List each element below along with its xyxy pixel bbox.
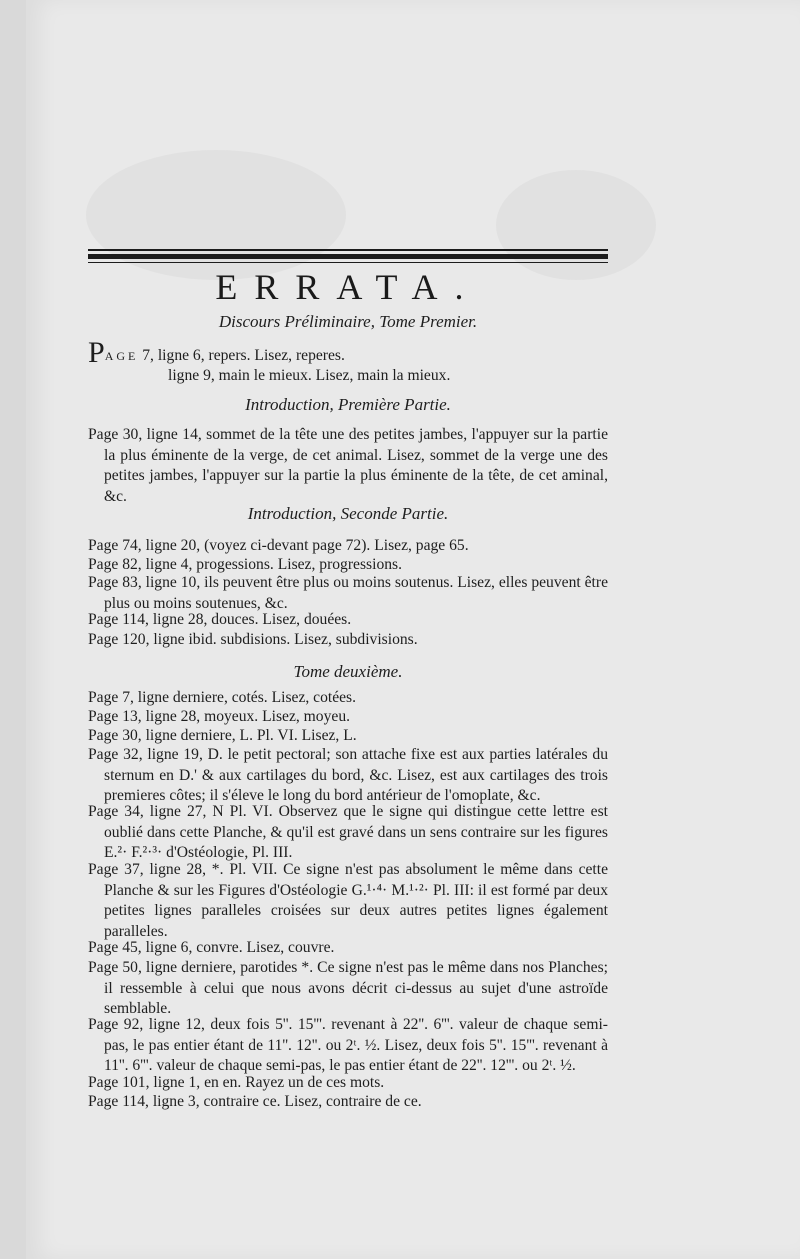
errata-entry: Page 30, ligne 14, sommet de la tête une des petites jambes, l'appuyer sur la partie la plus éminente de la verge, de cet animal. Lisez, sommet de la verge une des petites jambes, l'appuyer sur la partie la plus éminente de la tête, de cet aminal, &c. [88, 426, 608, 505]
page-stain [86, 150, 346, 280]
section-heading-intro-1: Introduction, Première Partie. [245, 395, 451, 414]
header-rule-thick [88, 254, 608, 259]
entry-text: 7, ligne 6, repers. Lisez, reperes. [138, 347, 345, 364]
errata-entry: Page 82, ligne 4, progessions. Lisez, progressions. [88, 556, 402, 573]
errata-entry: Page 34, ligne 27, N Pl. VI. Observez que le signe qui distingue cette lettre est oublié dans cette Planche, & qu'il est gravé dans un sens contraire sur les figures E.²· F.²·³· d'Ostéologie, Pl. III. [88, 803, 608, 862]
header-rule-top [88, 249, 608, 251]
errata-entry: ligne 9, main le mieux. Lisez, main la mieux. [168, 367, 451, 384]
errata-entry: Page 114, ligne 28, douces. Lisez, douées. [88, 611, 352, 628]
errata-entry: Page 7, ligne derniere, cotés. Lisez, cotées. [88, 689, 357, 706]
errata-entry [88, 336, 608, 369]
errata-entry: Page 37, ligne 28, *. Pl. VII. Ce signe n'est pas absolument le même dans cette Planche & sur les Figures d'Ostéologie G.¹·⁴· M.¹·²· Pl. III: il est formé par deux petites lignes paralleles croisées sur deux autres petites lignes également paralleles. [88, 861, 608, 940]
errata-entry: Page 92, ligne 12, deux fois 5''. 15'''. revenant à 22''. 6'''. valeur de chaque semi-pas, le pas entier étant de 11''. 12''. ou 2ᵗ. ½. Lisez, deux fois 5''. 15'''. revenant à 11''. 6'''. valeur de chaque semi-pas, le pas entier étant de 22''. 12'''. ou 2ᵗ. ½. [88, 1016, 608, 1075]
errata-entry: Page 45, ligne 6, convre. Lisez, couvre. [88, 939, 335, 956]
errata-entry: Page 74, ligne 20, (voyez ci-devant page 72). Lisez, page 65. [88, 537, 469, 554]
drop-cap: P [88, 336, 105, 369]
errata-entry: Page 50, ligne derniere, parotides *. Ce signe n'est pas le même dans nos Planches; il ressemble à celui que nous avons décrit ci-dessus au sujet d'une astroïde semblable. [88, 959, 608, 1018]
errata-entry: Page 13, ligne 28, moyeux. Lisez, moyeu. [88, 708, 351, 725]
section-heading-tome-2: Tome deuxième. [293, 662, 403, 681]
entry-small-caps: AGE [104, 349, 139, 363]
errata-entry: Page 120, ligne ibid. subdisions. Lisez, subdivisions. [88, 631, 418, 648]
page-stain [496, 170, 656, 280]
errata-entry: Page 30, ligne derniere, L. Pl. VI. Lisez, L. [88, 727, 357, 744]
section-heading-discours: Discours Préliminaire, Tome Premier. [218, 312, 478, 331]
errata-entry: Page 83, ligne 10, ils peuvent être plus ou moins soutenus. Lisez, elles peuvent être plus ou moins soutenues, &c. [88, 574, 608, 612]
errata-entry: Page 101, ligne 1, en en. Rayez un de ces mots. [88, 1074, 385, 1091]
errata-entry: Page 32, ligne 19, D. le petit pectoral; son attache fixe est aux parties latérales du sternum en D.' & aux cartilages du bord, &c. Lisez, est aux cartilages des trois premieres côtes; il s'éleve le long du bord antérieur de l'omoplate, &c. [88, 746, 608, 805]
section-heading-intro-2: Introduction, Seconde Partie. [247, 504, 449, 523]
errata-entry: Page 114, ligne 3, contraire ce. Lisez, contraire de ce. [88, 1093, 422, 1110]
header-rule-bottom [88, 262, 608, 263]
page-title: ERRATA. [215, 267, 481, 307]
